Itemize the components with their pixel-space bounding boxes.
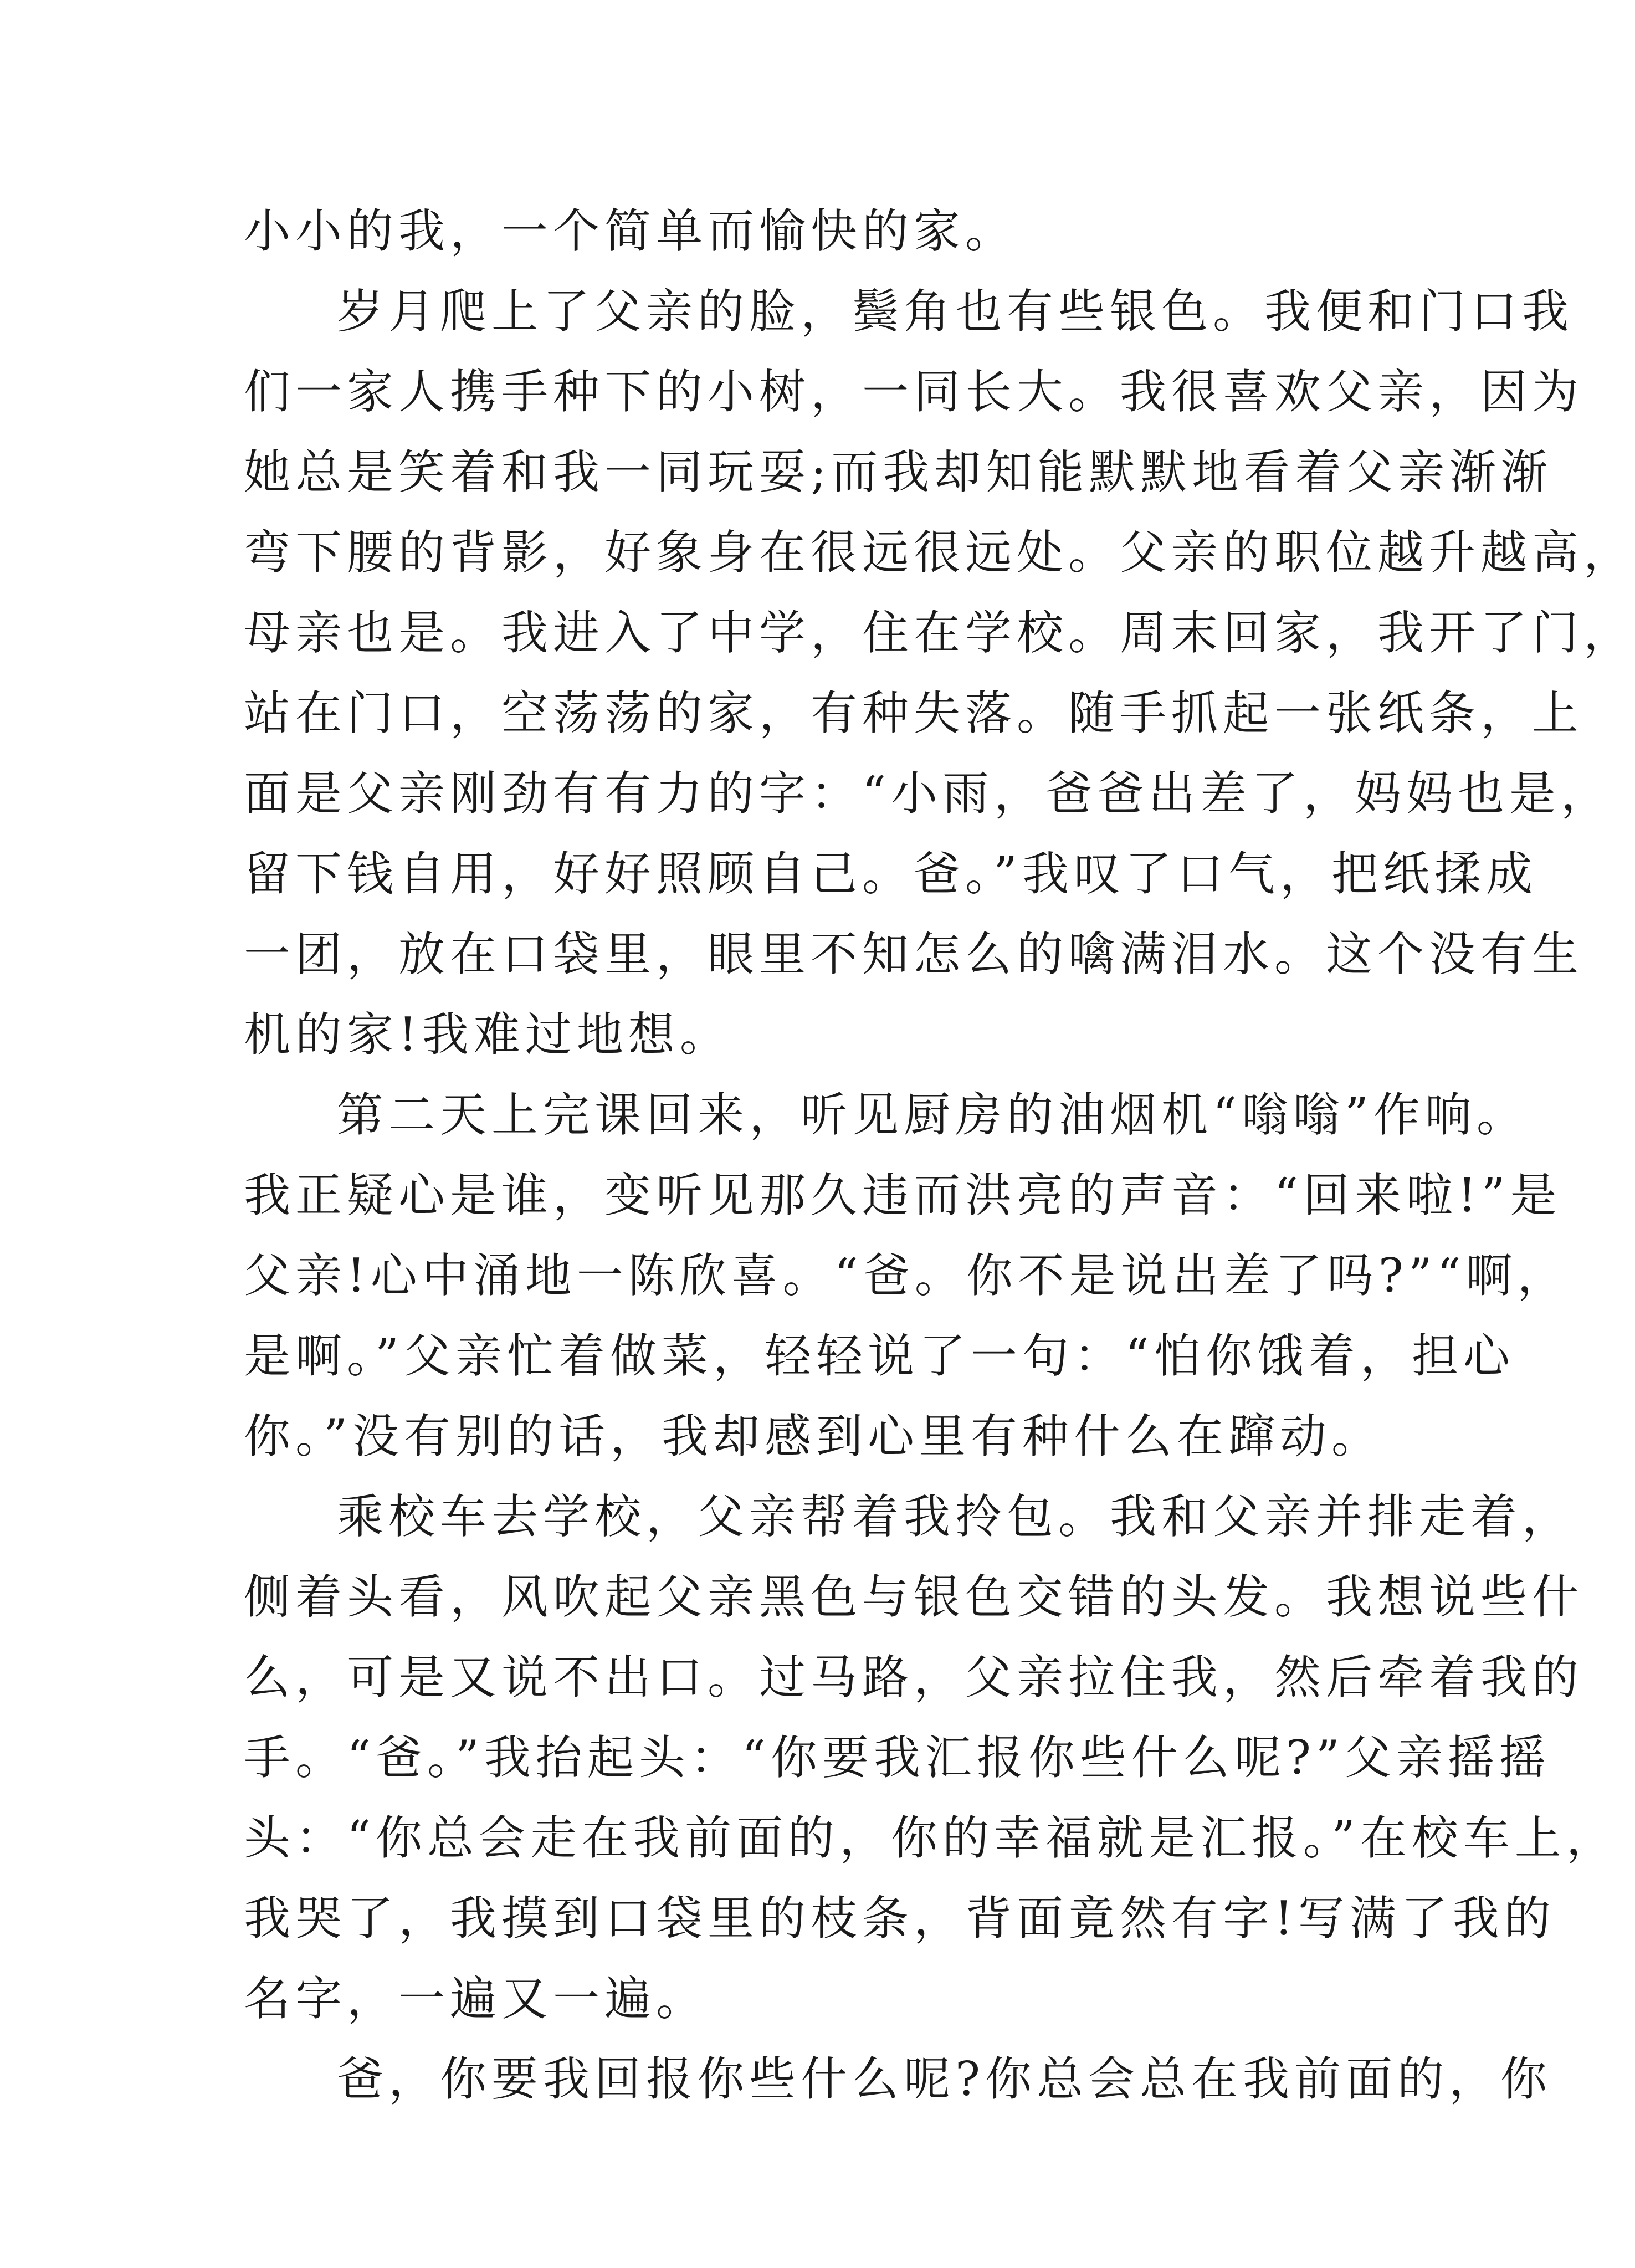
text-line: 侧着头看，风吹起父亲黑色与银色交错的头发。我想说些什	[244, 1570, 1584, 1624]
text-line: 我哭了，我摸到口袋里的枝条，背面竟然有字!写满了我的	[244, 1891, 1556, 1946]
text-line: 一团，放在口袋里，眼里不知怎么的噙满泪水。这个没有生	[244, 927, 1584, 981]
text-line: 爸，你要我回报你些什么呢?你总会总在我前面的，你	[337, 2052, 1552, 2106]
text-line: 你。”没有别的话，我却感到心里有种什么在蹿动。	[244, 1409, 1383, 1463]
text-line: 乘校车去学校，父亲帮着我拎包。我和父亲并排走着，	[337, 1489, 1574, 1544]
paragraph-5	[244, 2039, 1552, 2119]
paragraph-2	[244, 272, 1635, 1075]
text-line: 们一家人携手种下的小树，一同长大。我很喜欢父亲，因为	[244, 365, 1584, 419]
text-line: 小小的我，一个简单而愉快的家。	[244, 204, 1017, 258]
text-line: 手。“爸。”我抬起头：“你要我汇报你些什么呢?”父亲摇摇	[244, 1731, 1551, 1785]
text-line: 么，可是又说不出口。过马路，父亲拉住我，然后牵着我的	[244, 1650, 1584, 1704]
text-line: 是啊。”父亲忙着做菜，轻轻说了一句：“怕你饿着，担心	[244, 1329, 1515, 1383]
text-line: 留下钱自用，好好照顾自己。爸。”我叹了口气，把纸揉成	[244, 847, 1537, 901]
text-line: 岁月爬上了父亲的脸，鬓角也有些银色。我便和门口我	[337, 284, 1574, 339]
text-line: 机的家!我难过地想。	[244, 1007, 731, 1062]
text-line: 第二天上完课回来，听见厨房的油烟机“嗡嗡”作响。	[337, 1088, 1528, 1142]
text-line: 母亲也是。我进入了中学，住在学校。周末回家，我开了门，	[244, 606, 1635, 660]
text-line: 她总是笑着和我一同玩耍;而我却知能默默地看着父亲渐渐	[244, 445, 1553, 499]
text-line: 站在门口，空荡荡的家，有种失落。随手抓起一张纸条，上	[244, 686, 1584, 740]
text-line: 父亲!心中涌地一陈欣喜。“爸。你不是说出差了吗?”“啊，	[244, 1248, 1569, 1303]
text-line: 我正疑心是谁，变听见那久违而洪亮的声音：“回来啦!”是	[244, 1168, 1562, 1222]
text-line: 头：“你总会走在我前面的，你的幸福就是汇报。”在校车上，	[244, 1811, 1618, 1865]
document-body	[244, 191, 1635, 2119]
text-line: 面是父亲刚劲有有力的字：“小雨，爸爸出差了，妈妈也是，	[244, 766, 1612, 821]
paragraph-4	[244, 1477, 1618, 2039]
text-line: 名字，一遍又一遍。	[244, 1972, 708, 2026]
paragraph-1	[244, 191, 1380, 272]
paragraph-3	[244, 1075, 1569, 1477]
text-line: 弯下腰的背影，好象身在很远很远处。父亲的职位越升越高，	[244, 525, 1635, 580]
